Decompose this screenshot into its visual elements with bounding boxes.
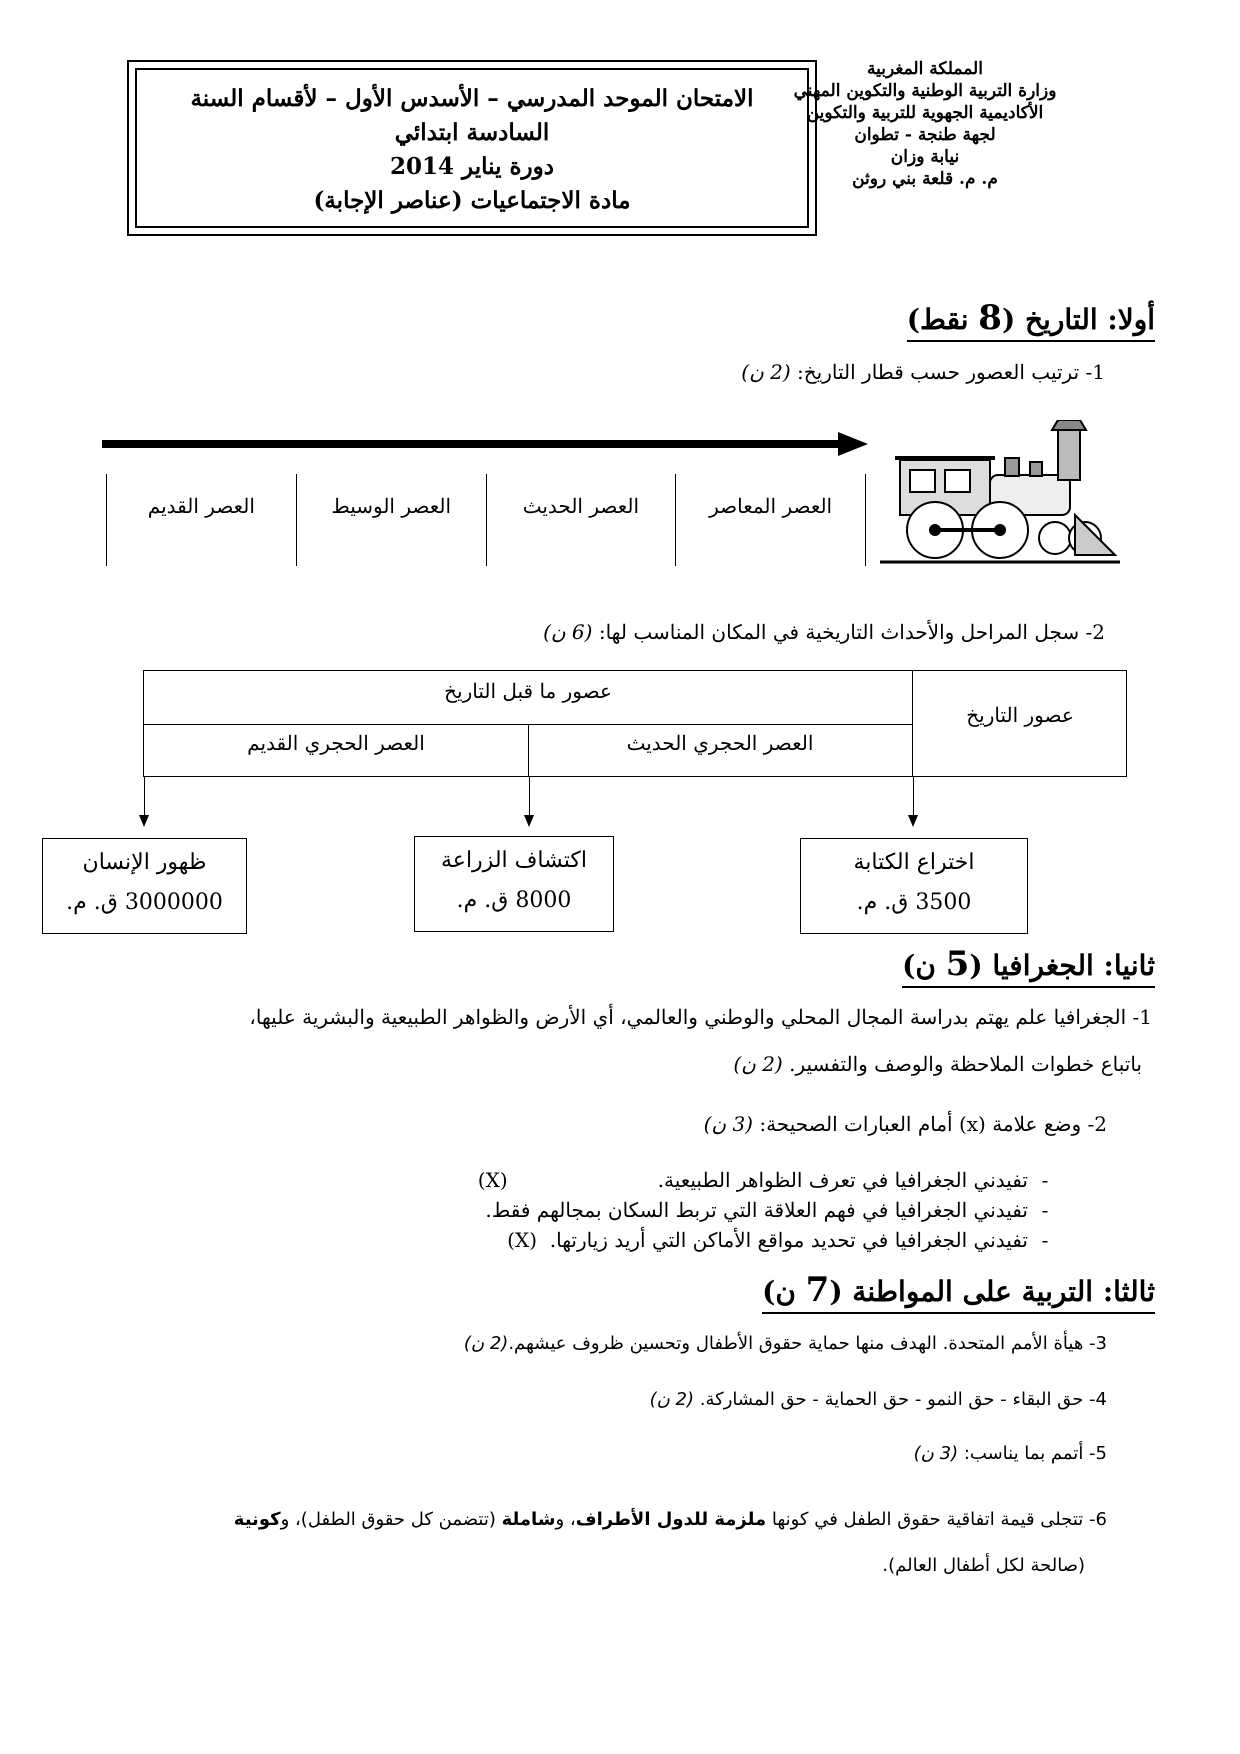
exam-title-line: السادسة ابتدائي <box>394 119 550 146</box>
geography-answer-1: 1- الجغرافيا علم يهتم بدراسة المجال المحلي والوطني والعالمي، أي الأرض والظواهر الطبيعية والبشرية عليها، باتباع خطوات الملاحظة والوصف والتفسير. (2 ن) <box>249 1005 1152 1076</box>
eras-row <box>106 474 866 566</box>
citizenship-answer-6: 6- تتجلى قيمة اتفاقية حقوق الطفل في كونها ملزمة للدول الأطراف، وشاملة (تتضمن كل حقوق الطفل)، وكونية (صالحة لكل أطفال العالم). <box>233 1509 1107 1576</box>
exam-title-line: الامتحان الموحد المدرسي – الأسدس الأول – لأقسام السنة <box>190 85 754 112</box>
admin-line: لجهة طنجة - تطوان <box>854 125 996 145</box>
history-question-1: 1- ترتيب العصور حسب قطار التاريخ: (2 ن) <box>741 360 1105 384</box>
steam-locomotive-icon <box>880 420 1120 570</box>
admin-line: م. م. قلعة بني روثن <box>852 169 998 189</box>
statement-item: -تفيدني الجغرافيا في فهم العلاقة التي تربط السكان بمجالهم فقط. <box>485 1198 1049 1222</box>
era-cell: العصر المعاصر <box>675 474 866 566</box>
admin-line: المملكة المغربية <box>867 59 983 79</box>
neolithic-cell: العصر الحجري الحديث <box>626 731 814 755</box>
check-mark: (X) <box>477 1168 508 1192</box>
exam-title-box <box>127 60 817 236</box>
geography-points: 5 <box>945 944 970 984</box>
mark: (6 ن) <box>543 620 593 644</box>
admin-line: الأكاديمية الجهوية للتربية والتكوين <box>806 103 1044 123</box>
mark: (2 ن) <box>649 1389 695 1410</box>
era-cell: العصر القديم <box>106 474 296 566</box>
statement-item: -تفيدني الجغرافيا في تعرف الظواهر الطبيعية.(X) <box>477 1168 1049 1192</box>
timeline-arrow <box>102 440 850 448</box>
era-cell: العصر الوسيط <box>296 474 486 566</box>
citizenship-answer-5: 5- أتمم بما يناسب: (3 ن) <box>913 1443 1107 1464</box>
prehistory-cell: عصور ما قبل التاريخ <box>444 679 612 703</box>
history-points: 8 <box>978 298 1002 338</box>
history-question-2: 2- سجل المراحل والأحداث التاريخية في المكان المناسب لها: (6 ن) <box>543 620 1105 644</box>
citizenship-answer-3: 3- هيأة الأمم المتحدة. الهدف منها حماية حقوق الأطفال وتحسين ظروف عيشهم.(2 ن) <box>463 1333 1107 1354</box>
citizenship-answer-4: 4- حق البقاء - حق النمو - حق الحماية - حق المشاركة. (2 ن) <box>649 1389 1107 1410</box>
event-box: اختراع الكتابة 3500 ق. م. <box>800 838 1028 934</box>
era-cell: العصر الحديث <box>486 474 676 566</box>
exam-title-line: مادة الاجتماعيات (عناصر الإجابة) <box>313 187 631 214</box>
mark: (3 ن) <box>913 1443 959 1464</box>
check-mark: (X) <box>507 1228 538 1252</box>
eras-table <box>143 670 1127 777</box>
statements-list <box>362 1165 1062 1255</box>
section-history-title: أولا: التاريخ (8 نقط) <box>907 298 1155 342</box>
admin-line: نيابة وزان <box>890 147 960 167</box>
section-citizenship-title: ثالثا: التربية على المواطنة (7 ن) <box>762 1270 1155 1314</box>
exam-title-line: دورة يناير 2014 <box>390 153 554 180</box>
timeline-arrowhead <box>838 432 868 456</box>
section-geography-title: ثانيا: الجغرافيا (5 ن) <box>902 944 1155 988</box>
history-ages-cell: عصور التاريخ <box>966 703 1074 727</box>
citizenship-points: 7 <box>805 1270 830 1310</box>
mark: (2 ن) <box>463 1333 509 1354</box>
admin-line: وزارة التربية الوطنية والتكوين المهني <box>793 81 1057 101</box>
paleolithic-cell: العصر الحجري القديم <box>247 731 425 755</box>
event-box: اكتشاف الزراعة 8000 ق. م. <box>414 836 614 932</box>
mark: (2 ن) <box>733 1052 783 1076</box>
mark: (2 ن) <box>741 360 791 384</box>
mark: (3 ن) <box>703 1112 753 1136</box>
statement-item: -تفيدني الجغرافيا في تحديد مواقع الأماكن التي أريد زيارتها. (X) <box>507 1228 1049 1252</box>
geography-question-2: 2- وضع علامة (x) أمام العبارات الصحيحة: (3 ن) <box>703 1112 1107 1136</box>
event-box: ظهور الإنسان 3000000 ق. م. <box>42 838 247 934</box>
